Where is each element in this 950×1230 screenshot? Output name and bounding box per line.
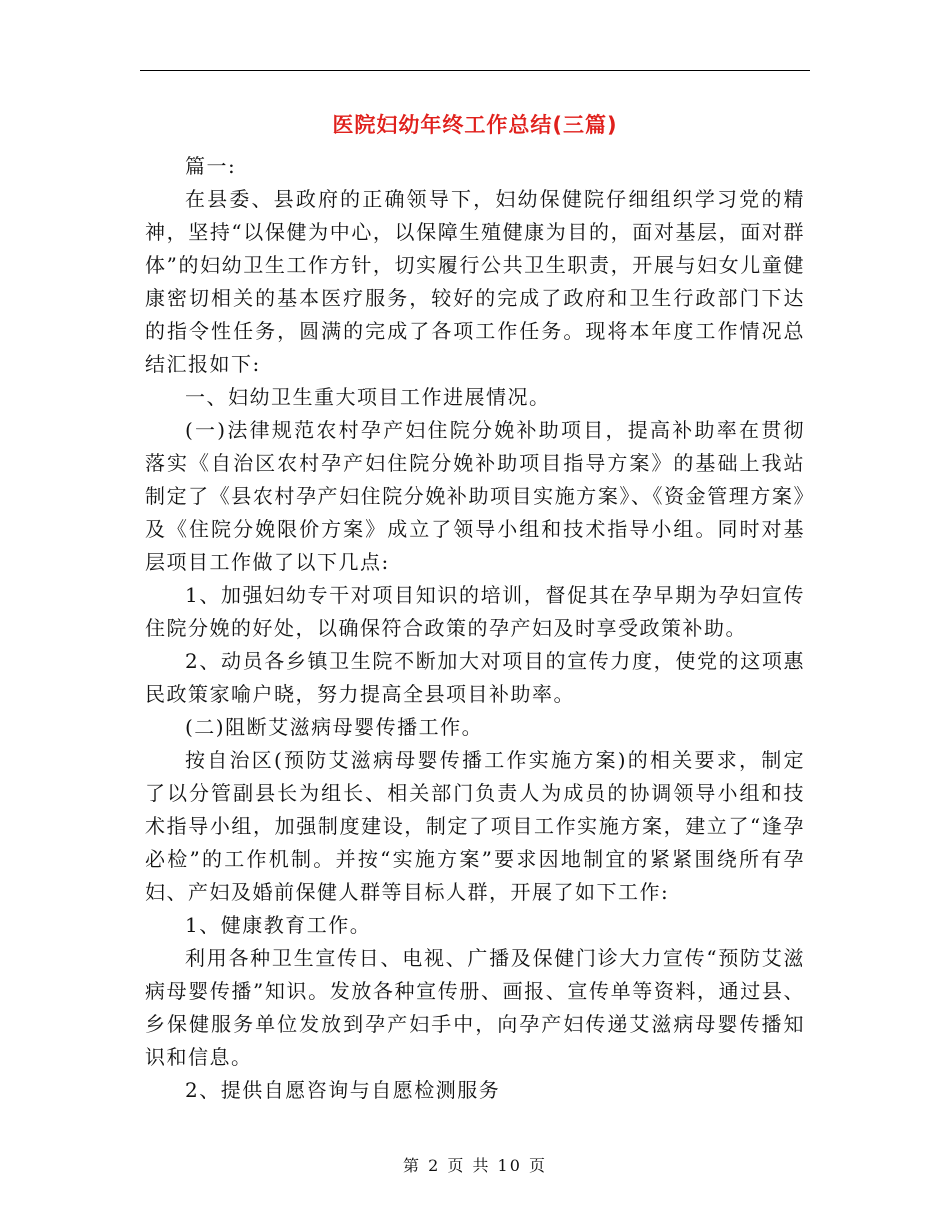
paragraph-item-1: 1、加强妇幼专干对项目知识的培训，督促其在孕早期为孕妇宣传住院分娩的好处，以确保符合政策的孕产妇及时享受政策补助。 [145, 583, 805, 640]
paragraph-intro: 在县委、县政府的正确领导下，妇幼保健院仔细组织学习党的精神，坚持“以保健为中心，以保障生殖健康为目的，面对基层，面对群体”的妇幼卫生工作方针，切实履行公共卫生职责，开展与妇女儿童健康密切相关的基本医疗服务，较好的完成了政府和卫生行政部门下达的指令性任务，圆满的完成了各项工作任务。现将本年度工作情况总结汇报如下: [145, 187, 805, 376]
paragraph-item-2: 2、动员各乡镇卫生院不断加大对项目的宣传力度，使党的这项惠民政策家喻户晓，努力提高全县项目补助率。 [145, 649, 805, 706]
paragraph-health-education: 1、健康教育工作。 [185, 913, 372, 937]
document-body [145, 150, 805, 1107]
document-title: 医院妇幼年终工作总结(三篇) [332, 113, 618, 137]
paragraph-heading-2: (二)阻断艾滋病母婴传播工作。 [185, 715, 484, 739]
paragraph-publicity: 利用各种卫生宣传日、电视、广播及保健门诊大力宣传“预防艾滋病母婴传播”知识。发放各种宣传册、画报、宣传单等资料，通过县、乡保健服务单位发放到孕产妇手中，向孕产妇传递艾滋病母婴传播知识和信息。 [145, 946, 805, 1069]
paragraph-subsidy-project: (一)法律规范农村孕产妇住院分娩补助项目，提高补助率在贯彻落实《自治区农村孕产妇住院分娩补助项目指导方案》的基础上我站制定了《县农村孕产妇住院分娩补助项目实施方案》、《资金管理方案》及《住院分娩限价方案》成立了领导小组和技术指导小组。同时对基层项目工作做了以下几点: [145, 418, 805, 574]
paragraph-section-label: 篇一: [185, 154, 237, 178]
header-rule [140, 70, 810, 71]
page-number: 第 2 页 共 10 页 [403, 1156, 547, 1175]
paragraph-heading-1: 一、妇幼卫生重大项目工作进展情况。 [185, 385, 551, 409]
paragraph-counseling: 2、提供自愿咨询与自愿检测服务 [185, 1078, 501, 1102]
paragraph-aids-plan: 按自治区(预防艾滋病母婴传播工作实施方案)的相关要求，制定了以分管副县长为组长、相关部门负责人为成员的协调领导小组和技术指导小组，加强制度建设，制定了项目工作实施方案，建立了“逢孕必检”的工作机制。并按“实施方案”要求因地制宜的紧紧围绕所有孕妇、产妇及婚前保健人群等目标人群，开展了如下工作: [145, 748, 805, 904]
